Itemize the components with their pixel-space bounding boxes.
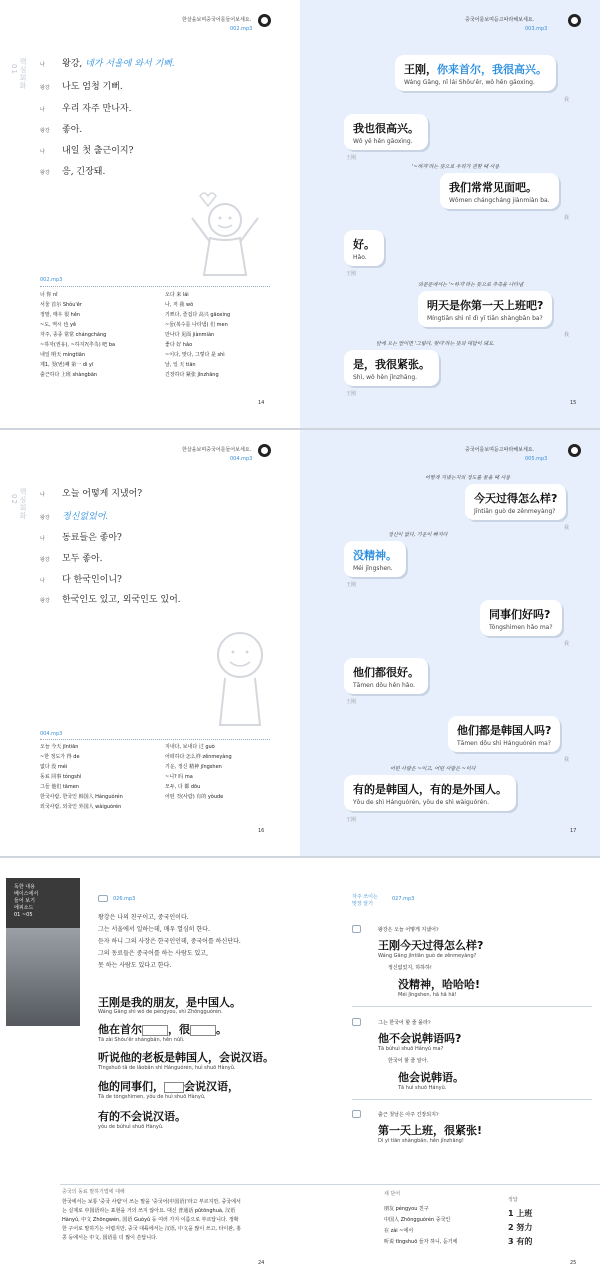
mp3-left: 026.mp3: [113, 896, 136, 902]
dialog-line: 왕강 좋아.: [40, 125, 83, 135]
thumbs-up-icon: [352, 1018, 361, 1026]
page-number: 15: [570, 400, 577, 406]
culture-note-title: 중국의 동료 말하기법에 대해: [62, 1189, 125, 1195]
cartoon-figure: [180, 190, 270, 280]
headphone-icon: [568, 14, 581, 27]
question-chinese: 他不会说韩语吗?: [378, 1032, 462, 1045]
dialog-line: 왕강 응, 긴장돼.: [40, 167, 106, 177]
blank-box[interactable]: [164, 1082, 184, 1093]
spread-divider: [0, 856, 600, 858]
page-14: [0, 0, 300, 428]
speaker-label: 王刚: [346, 699, 357, 705]
speech-bubble: 明天是你第一天上班吧? Míngtiān shì nǐ dì yī tiān shàngbān ba?: [418, 291, 552, 327]
page-number: 24: [258, 1260, 265, 1266]
speaker-label: 我: [564, 215, 570, 221]
blank-box[interactable]: [190, 1025, 216, 1036]
speaker-label: 王刚: [346, 582, 357, 588]
vocab-header: 002.mp3: [40, 277, 63, 283]
dialog-line: 나 동료들은 좋아?: [40, 533, 122, 543]
dialog-line: 왕강 한국인도 있고, 외국인도 있어.: [40, 595, 181, 605]
mp3-right: 003.mp3: [525, 26, 548, 32]
annotation: 정신이 없다, 기운이 빠지다: [388, 532, 448, 538]
spread-2: [0, 430, 600, 856]
speech-bubble: 他们都是韩国人吗? Tāmen dōu shì Hánguórén ma?: [448, 716, 560, 752]
page-15: [300, 0, 600, 428]
mp3-left: 004.mp3: [230, 456, 253, 462]
speech-bubble: 同事们好吗? Tóngshìmen hǎo ma?: [480, 600, 562, 636]
vocab-list-right: 오다 来 lái 나, 저 我 wǒ 기쁘다, 즐겁다 高兴 gāoxìng ~들(복수를 나타냄) 们 men 만나다 见面 jiànmiàn 좋다 好 hǎo ~이다, 맞다, 그렇다 是 shì 날, 일 天 tiān 긴장하다 紧张 jǐnzhāng: [165, 292, 231, 378]
photo-label: 독한 내용 베이스에서 들어 보기 에피소드 01 ~05: [14, 884, 39, 918]
speaker-label: 我: [564, 332, 570, 338]
mp3-right: 027.mp3: [392, 896, 415, 902]
vocab-list-left: 오늘 今天 jīntiān ~한 정도가 得 de 없다 没 méi 동료 同事 tóngshì 그들 他们 tāmen 한국사람, 한국인 韩国人 Hánguórén 외국사람, 외국인 外国人 wàiguórén: [40, 744, 123, 810]
story-line: 听说他的老板是韩国人，会说汉语。: [98, 1051, 274, 1064]
speech-bubble: 有的是韩国人，有的是外国人。 Yǒu de shì Hánguórén, yǒu de shì wàiguórén.: [344, 775, 516, 811]
side-title: 핵심회화 02: [10, 488, 27, 520]
header-left: 한살을보며중국어를들어보세요.: [182, 17, 252, 23]
dialog-line: 나 오늘 어떻게 지냈어?: [40, 489, 143, 499]
answer-chinese: 他会说韩语。: [398, 1071, 464, 1084]
header-left: 한살을보며중국어를들어보세요.: [182, 447, 252, 453]
side-title: 핵심회화 01: [10, 58, 27, 90]
speech-bubble: 我也很高兴。 Wǒ yě hěn gāoxìng.: [344, 114, 428, 150]
story-line: 有的不会说汉语。: [98, 1110, 186, 1123]
answer-title: 정답: [508, 1197, 518, 1203]
cartoon-figure: [200, 620, 280, 730]
spread-1: [0, 0, 600, 428]
story-korean: 왕강은 나의 친구이고, 중국인이다. 그는 서울에서 일하는데, 매우 열심히 한다. 듣자 하니 그의 사장은 한국인인데, 중국어를 하신단다. 그의 동료들은 중국어를 하는 사람도 있고, 못 하는 사람도 있다고 한다.: [98, 914, 241, 969]
speaker-label: 王刚: [346, 817, 357, 823]
story-pinyin: Tā zài Shǒu'ěr shàngbān, hěn nǔlì.: [98, 1037, 185, 1043]
mp3-right: 005.mp3: [525, 456, 548, 462]
bottom-rule: [60, 1184, 600, 1185]
annotation: 어떻게 지냈는지의 정도를 물을 때 사용: [425, 475, 511, 481]
story-pinyin: Wáng Gāng shì wǒ de péngyou, shì Zhōngguórén.: [98, 1009, 223, 1015]
speaker-label: 王刚: [346, 155, 357, 161]
speech-bubble: 今天过得怎么样? Jīntiān guò de zěnmeyàng?: [465, 484, 566, 520]
question-pinyin: Dì yī tiān shàngbān, hěn jǐnzhāng!: [378, 1138, 464, 1144]
culture-note: 한국에서는 보통 '중국 사람'이 쓰는 말을 '중국어(中国语)'라고 부르지만, 중국에서 는 실제로 中国语라는 표현을 거의 쓰지 않아요. 대신 普通话 pǔtōnghuà, 汉语 Hànyǔ, 中文 Zhōngwén, 国语 Guóyǔ 등 여러 가지 이름으로 부르답니다. 정확 한 구어로 말하기는 어렵지만, 중국 대륙에서는 汉语, 中文을 많이 쓰고, 타이완, 홍 콩 등에서는 中文, 国语를 더 많이 쓴답니다.: [62, 1199, 242, 1241]
answer-korean: 정신없었지, 하하하!: [388, 965, 432, 971]
vocab-rule: [40, 739, 270, 740]
speaker-label: 王刚: [346, 271, 357, 277]
thumbs-up-icon: [352, 1110, 361, 1118]
page-16: [0, 430, 300, 856]
speaker-label: 我: [564, 641, 570, 647]
office-photo: [6, 928, 80, 1026]
speech-bubble: 好。 Hǎo.: [344, 230, 384, 266]
speaker-label: 我: [564, 97, 570, 103]
story-pinyin: yǒu de búhuì shuō Hànyǔ.: [98, 1124, 164, 1130]
question-pinyin: Tā búhuì shuō Hányǔ ma?: [378, 1046, 444, 1052]
page-17: [300, 430, 600, 856]
speech-icon: [98, 895, 108, 902]
vocab-list-left: 너 你 nǐ 서울 首尔 Shǒu'ěr 정말, 매우 很 hěn ~도, 역시 也 yě 자주, 종종 常常 chángcháng ~하자(권유), ~하지?(추측) 吧 ba 내일 明天 míngtiān 제1, 첫(번)째 第一 dì yī 출근하다 上班 shàngbān: [40, 292, 116, 378]
annotation: '~하자'라는 뜻으로 우리가 권할 때 사용: [412, 164, 500, 170]
page-number: 17: [570, 828, 577, 834]
word-list: 朋友 péngyou 친구 中国人 Zhōngguórén 중국인 在 zài ~에서 听说 tīngshuō 들자 하니, 듣기에: [384, 1206, 458, 1245]
dialog-line: 왕강 정신없었어.: [40, 512, 109, 522]
speech-bubble: 他们都很好。 Tāmen dōu hěn hǎo.: [344, 658, 428, 694]
question-chinese: 王刚今天过得怎么样?: [378, 939, 484, 952]
story-line: 他的同事们， 会说汉语，: [98, 1080, 239, 1093]
speaker-label: 王刚: [346, 391, 357, 397]
headphone-icon: [258, 14, 271, 27]
speaker-label: 我: [564, 525, 570, 531]
question-korean: 그는 한국어 할 줄 몰라?: [378, 1020, 431, 1026]
question-korean: 왕강은 오늘 어떻게 지냈어?: [378, 927, 439, 933]
speech-bubble: 我们常常见面吧。 Wǒmen chángcháng jiànmiàn ba.: [440, 173, 559, 209]
speech-bubble: 没精神。 Méi jīngshen.: [344, 541, 406, 577]
section-title: 자주 쓰이는 맞장 알기: [352, 894, 378, 907]
question-korean: 출근 첫날은 아주 긴장되지?: [378, 1112, 439, 1118]
dialog-line: 나 내일 첫 출근이지?: [40, 146, 134, 156]
episode-photo: [6, 878, 80, 1026]
question-chinese: 第一天上班，很紧张!: [378, 1124, 483, 1137]
headphone-icon: [258, 444, 271, 457]
header-right: 중국어를보며듣고따라해보세요.: [465, 447, 535, 453]
blank-box[interactable]: [142, 1025, 168, 1036]
row-divider: [352, 1006, 592, 1007]
story-pinyin: Tā de tóngshìmen, yǒu de huì shuō Hànyǔ,: [98, 1094, 206, 1100]
answer-pinyin: Tā huì shuō Hányǔ.: [398, 1085, 447, 1091]
vocab-header: 004.mp3: [40, 731, 63, 737]
headphone-icon: [568, 444, 581, 457]
answer-list: 1 上班 2 努力 3 有的: [508, 1209, 533, 1246]
dialog-line: 나 왕강, 네가 서울에 와서 기뻐.: [40, 59, 175, 69]
vocab-rule: [40, 286, 270, 287]
thumbs-up-icon: [352, 925, 361, 933]
vocab-list-right: 지내다, 보내다 过 guò 어떠하다 怎么样 zěnmeyàng 기운, 정신 精神 jīngshen ~니? 吗 ma 모두, 다 都 dōu 어떤 것(사람) 有的 yǒude: [165, 744, 232, 800]
annotation: 의문문에서는 '~하지'라는 뜻으로 추측을 나타냄: [418, 282, 524, 288]
story-line: 王刚是我的朋友，是中国人。: [98, 996, 241, 1009]
speaker-label: 我: [564, 757, 570, 763]
page-number: 16: [258, 828, 265, 834]
row-divider: [352, 1099, 592, 1100]
mp3-left: 002.mp3: [230, 26, 253, 32]
dialog-line: 왕강 모두 좋아.: [40, 554, 103, 564]
question-pinyin: Wáng Gāng jīntiān guò de zěnmeyàng?: [378, 953, 477, 959]
answer-pinyin: Méi jīngshen, hā hā hā!: [398, 992, 457, 998]
speech-bubble: 是，我很紧张。 Shì, wǒ hěn jǐnzhāng.: [344, 350, 439, 386]
story-line: 他在首尔 ，很 。: [98, 1023, 227, 1036]
annotation: 앞에 오는 말이면 '그렇다, 맞다'라는 뜻의 대답이 돼요.: [376, 341, 495, 347]
answer-korean: 한국어 할 줄 알아.: [388, 1058, 429, 1064]
page-number: 25: [570, 1260, 577, 1266]
dialog-line: 나 우리 자주 만나자.: [40, 104, 132, 114]
story-pinyin: Tīngshuō tā de lǎobǎn shì Hánguórén, huì shuō Hànyǔ.: [98, 1065, 236, 1071]
speech-bubble: 王刚，你来首尔，我很高兴。 Wáng Gāng, nǐ lái Shǒu'ěr, wǒ hěn gāoxìng.: [395, 55, 556, 91]
answer-chinese: 没精神，哈哈哈!: [398, 978, 481, 991]
header-right: 중국어를보며듣고따라해보세요.: [465, 17, 535, 23]
annotation: 어떤 사람은 ~이고, 어떤 사람은 ~이다: [390, 766, 476, 772]
page-number: 14: [258, 400, 265, 406]
dialog-line: 나 다 한국인이니?: [40, 575, 122, 585]
word-list-title: 새 단어: [384, 1191, 401, 1197]
dialog-line: 왕강 나도 엄청 기뻐.: [40, 82, 123, 92]
